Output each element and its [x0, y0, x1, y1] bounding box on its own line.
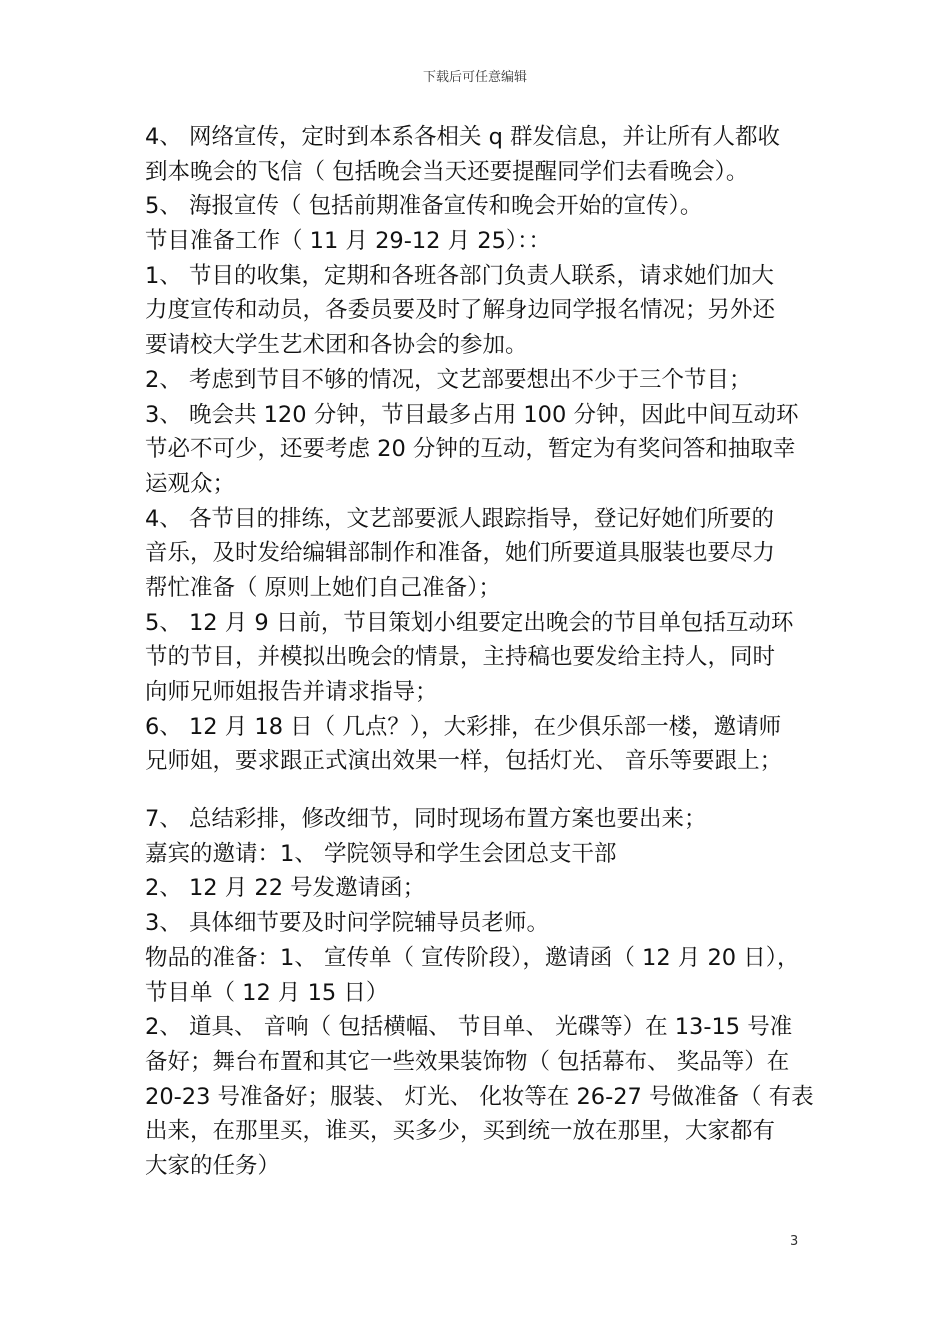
text-line: 要请校大学生艺术团和各协会的参加。 [145, 332, 528, 359]
text-line: 4、 各节目的排练，文艺部要派人跟踪指导，登记好她们所要的 [145, 505, 774, 532]
text-line: 嘉宾的邀请：1、 学院领导和学生会团总支干部 [145, 840, 617, 867]
text-line: 到本晚会的飞信（ 包括晚会当天还要提醒同学们去看晚会）。 [145, 158, 749, 185]
document-body [145, 120, 815, 1184]
paragraph-block-2 [145, 802, 815, 1184]
page-number: 3 [790, 1234, 799, 1249]
text-line: 节目单（ 12 月 15 日） [145, 979, 389, 1006]
text-line: 2、 12 月 22 号发邀请函； [145, 875, 426, 902]
text-line: 3、 具体细节要及时问学院辅导员老师。 [145, 910, 549, 937]
text-line: 备好；舞台布置和其它一些效果装饰物（ 包括幕布、 奖品等）在 [145, 1048, 790, 1075]
text-line: 节必不可少，还要考虑 20 分钟的互动，暂定为有奖问答和抽取幸 [145, 436, 796, 463]
text-line: 音乐，及时发给编辑部制作和准备，她们所要道具服装也要尽力 [145, 540, 776, 567]
blank-line [145, 779, 815, 802]
text-line: 5、 12 月 9 日前，节目策划小组要定出晚会的节目单包括互动环 [145, 609, 794, 636]
paragraph-block-1 [145, 120, 815, 779]
text-line: 7、 总结彩排，修改细节，同时现场布置方案也要出来； [145, 806, 707, 833]
text-line: 2、 考虑到节目不够的情况，文艺部要想出不少于三个节目； [145, 366, 752, 393]
text-line: 力度宣传和动员，各委员要及时了解身边同学报名情况；另外还 [145, 297, 776, 324]
text-line: 节目准备工作（ 11 月 29-12 月 25）：： [145, 228, 551, 255]
text-line: 大家的任务） [145, 1152, 281, 1179]
text-line: 1、 节目的收集，定期和各班各部门负责人联系，请求她们加大 [145, 262, 774, 289]
text-line: 物品的准备：1、 宣传单（ 宣传阶段），邀请函（ 12 月 20 日）， [145, 944, 800, 971]
text-line: 帮忙准备（ 原则上她们自己准备）； [145, 574, 501, 601]
text-line: 3、 晚会共 120 分钟，节目最多占用 100 分钟，因此中间互动环 [145, 401, 799, 428]
text-line: 2、 道具、 音响（ 包括横幅、 节目单、 光碟等）在 13-15 号准 [145, 1014, 793, 1041]
text-line: 出来，在那里买，谁买，买多少，买到统一放在那里，大家都有 [145, 1118, 776, 1145]
text-line: 6、 12 月 18 日（ 几点？），大彩排，在少俱乐部一楼，邀请师 [145, 713, 782, 740]
text-line: 4、 网络宣传，定时到本系各相关 q 群发信息，并让所有人都收 [145, 124, 781, 150]
text-line: 运观众； [145, 470, 236, 497]
text-line: 节的节目，并模拟出晚会的情景，主持稿也要发给主持人，同时 [145, 644, 776, 671]
text-line: 5、 海报宣传（ 包括前期准备宣传和晚会开始的宣传）。 [145, 193, 703, 220]
text-line: 兄师姐，要求跟正式演出效果一样，包括灯光、 音乐等要跟上； [145, 748, 783, 775]
page-header: 下载后可任意编辑 [422, 70, 527, 85]
text-line: 20-23 号准备好；服装、 灯光、 化妆等在 26-27 号做准备（ 有表 [145, 1083, 814, 1110]
text-line: 向师兄师姐报告并请求指导； [145, 679, 438, 705]
